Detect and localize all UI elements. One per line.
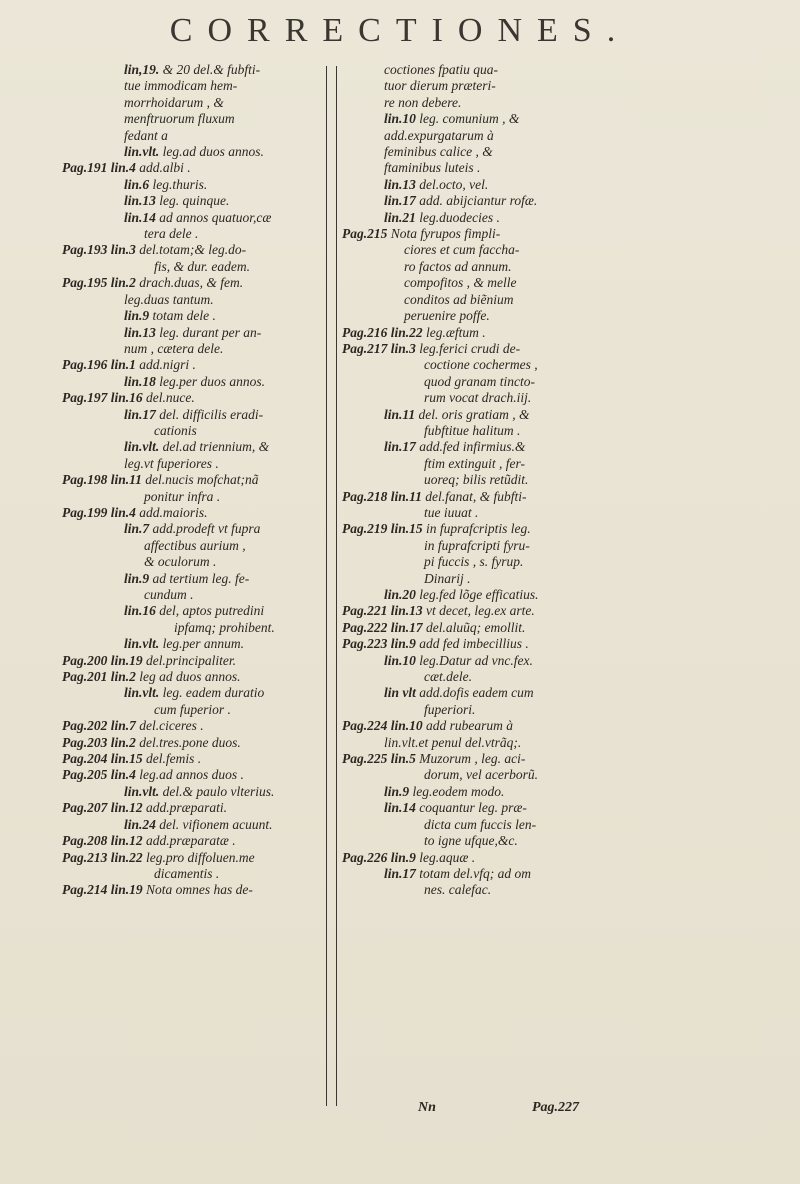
page-line-reference: Pag.223 lin.9 <box>342 636 416 652</box>
correction-line <box>62 669 324 685</box>
correction-line <box>62 177 324 193</box>
correction-line <box>62 341 324 357</box>
correction-line <box>342 669 642 685</box>
correction-line <box>62 505 324 521</box>
correction-text: vt decet, leg.ex arte. <box>426 603 535 619</box>
page-line-reference: lin.9 <box>124 308 150 324</box>
page-line-reference: lin.vlt. <box>124 144 160 160</box>
page-line-reference: Pag.196 lin.1 <box>62 357 136 373</box>
correction-text: del. difficilis eradi- <box>159 406 264 422</box>
correction-line <box>342 718 642 734</box>
correction-line <box>342 242 642 258</box>
correction-line <box>62 275 324 291</box>
correction-line <box>62 62 324 78</box>
correction-line <box>342 653 642 669</box>
correction-line <box>62 767 324 783</box>
correction-line <box>342 308 642 324</box>
correction-line <box>342 538 642 554</box>
correction-line <box>62 226 324 242</box>
correction-line <box>342 292 642 308</box>
page-line-reference: lin.21 <box>384 209 416 225</box>
correction-line <box>62 357 324 373</box>
correction-line <box>62 554 324 570</box>
correction-text: add.prodeft vt fupra <box>152 521 261 537</box>
correction-line <box>342 571 642 587</box>
correction-line <box>62 653 324 669</box>
page-line-reference: lin.14 <box>124 209 156 225</box>
correction-line <box>342 587 642 603</box>
correction-line <box>62 111 324 127</box>
correction-text: del.principaliter. <box>146 652 237 668</box>
correction-text: tuor dierum præteri- <box>384 78 496 94</box>
correction-text: add rubearum à <box>426 718 514 734</box>
correction-text: del.nuce. <box>146 390 195 406</box>
correction-text: leg.aquæ . <box>419 849 476 865</box>
correction-text: leg.vt fuperiores . <box>124 455 219 471</box>
correction-text: feminibus calice , & <box>384 144 493 160</box>
correction-line <box>342 833 642 849</box>
correction-text: num , cætera dele. <box>124 340 224 356</box>
correction-line <box>342 800 642 816</box>
correction-text: Nota omnes has de- <box>146 882 253 898</box>
correction-line <box>62 685 324 701</box>
correction-line <box>62 390 324 406</box>
correction-line <box>342 177 642 193</box>
correction-text: add fed imbecillius . <box>419 636 529 652</box>
correction-text: leg ad duos annos. <box>139 669 241 685</box>
correction-line <box>62 308 324 324</box>
right-column <box>342 62 642 899</box>
correction-line <box>62 784 324 800</box>
correction-text: del.aluũq; emollit. <box>426 619 526 635</box>
correction-text: fedant a <box>124 127 168 143</box>
correction-line <box>342 275 642 291</box>
correction-line <box>342 95 642 111</box>
correction-line <box>342 423 642 439</box>
correction-text: add.fed infirmius.& <box>419 439 526 455</box>
correction-text: totam dele . <box>152 308 216 324</box>
correction-line <box>62 456 324 472</box>
correction-line <box>62 439 324 455</box>
page-line-reference: lin.6 <box>124 176 150 192</box>
correction-text: quod granam tincto- <box>424 373 535 389</box>
correction-text: coquantur leg. præ- <box>419 800 527 816</box>
page-line-reference: lin.14 <box>384 800 416 816</box>
page-line-reference: Pag.214 lin.19 <box>62 882 143 898</box>
page-line-reference: lin.13 <box>124 324 156 340</box>
correction-text: conditos ad biẽnium <box>404 291 514 307</box>
correction-text: rum vocat drach.iij. <box>424 390 532 406</box>
correction-line <box>342 374 642 390</box>
correction-text: leg.ad duos annos. <box>162 144 264 160</box>
correction-text: leg.fed lõge efficatius. <box>419 587 539 602</box>
correction-text: totam del.vfq; ad om <box>419 865 531 881</box>
correction-line <box>62 128 324 144</box>
correction-line <box>62 292 324 308</box>
correction-line <box>342 226 642 242</box>
correction-line <box>62 587 324 603</box>
correction-text: ftaminibus luteis . <box>384 160 481 176</box>
correction-text: affectibus aurium , <box>144 537 246 553</box>
correction-text: cationis <box>154 422 197 438</box>
correction-text: ipfamq; prohibent. <box>174 619 275 635</box>
page-line-reference: lin.16 <box>124 603 156 619</box>
page-line-reference: lin.24 <box>124 816 156 832</box>
correction-text: add.præparatæ . <box>146 833 236 849</box>
correction-line <box>342 390 642 406</box>
correction-text: dorum, vel acerborũ. <box>424 767 538 783</box>
correction-text: in fuprafcripti fyru- <box>424 537 530 553</box>
page-line-reference: lin.20 <box>384 587 416 602</box>
correction-line <box>342 111 642 127</box>
correction-text: ciores et cum faccha- <box>404 242 520 258</box>
correction-line <box>342 866 642 882</box>
left-column-rule <box>326 66 327 1106</box>
correction-text: leg.thuris. <box>152 176 208 192</box>
correction-text: coctione cochermes , <box>424 357 538 373</box>
correction-line <box>62 571 324 587</box>
correction-text: add. abijciantur rofæ. <box>419 193 538 209</box>
page-line-reference: Pag.200 lin.19 <box>62 652 143 668</box>
correction-line <box>342 439 642 455</box>
correction-line <box>62 489 324 505</box>
correction-text: leg.ferici crudi de- <box>419 340 521 356</box>
correction-text: del.tres.pone duos. <box>139 734 241 750</box>
correction-line <box>342 685 642 701</box>
correction-line <box>342 554 642 570</box>
correction-line <box>62 193 324 209</box>
correction-text: add.nigri . <box>139 357 196 373</box>
correction-text: fis, & dur. eadem. <box>154 258 250 274</box>
correction-line <box>62 521 324 537</box>
page-line-reference: Pag.217 lin.3 <box>342 340 416 356</box>
correction-line <box>342 620 642 636</box>
correction-text: del, aptos putredini <box>159 603 265 619</box>
page-line-reference: Pag.219 lin.15 <box>342 521 423 537</box>
correction-line <box>342 817 642 833</box>
page-line-reference: Pag.221 lin.13 <box>342 603 423 619</box>
correction-line <box>62 95 324 111</box>
correction-line <box>62 325 324 341</box>
correction-line <box>342 456 642 472</box>
correction-text: add.dofis eadem cum <box>419 685 534 701</box>
correction-text: Nota fyrupos fimpli- <box>390 226 501 242</box>
page-line-reference: lin.13 <box>384 176 416 192</box>
page-line-reference: Pag.195 lin.2 <box>62 275 136 291</box>
correction-text: ponitur infra . <box>144 488 221 504</box>
correction-line <box>342 62 642 78</box>
correction-text: fuperiori. <box>424 701 476 717</box>
page-line-reference: lin.vlt. <box>124 685 160 701</box>
correction-line <box>342 735 642 751</box>
correction-text: tue immodicam hem- <box>124 78 238 94</box>
correction-text: & oculorum . <box>144 554 217 570</box>
correction-text: add.præparati. <box>146 800 228 816</box>
correction-line <box>342 882 642 898</box>
correction-text: del.fanat, & fubfti- <box>425 488 527 504</box>
correction-line <box>342 357 642 373</box>
correction-line <box>62 850 324 866</box>
correction-text: tue iuuat . <box>424 504 479 520</box>
correction-text: leg.Datur ad vnc.fex. <box>419 652 533 668</box>
correction-line <box>62 259 324 275</box>
correction-line <box>342 784 642 800</box>
page-line-reference: lin.vlt. <box>124 783 160 799</box>
correction-line <box>62 144 324 160</box>
correction-line <box>342 193 642 209</box>
correction-text: add.expurgatarum à <box>384 127 494 143</box>
correction-text: leg.æftum . <box>426 324 486 340</box>
page-line-reference: Pag.224 lin.10 <box>342 718 423 734</box>
correction-text: leg.duas tantum. <box>124 291 214 307</box>
correction-text: fubftitue halitum . <box>424 422 521 438</box>
page-line-reference: Pag.199 lin.4 <box>62 504 136 520</box>
page-line-reference: Pag.213 lin.22 <box>62 849 143 865</box>
correction-line <box>62 817 324 833</box>
correction-line <box>62 538 324 554</box>
correction-line <box>62 472 324 488</box>
correction-text: ftim extinguit , fer- <box>424 455 525 471</box>
page-line-reference: lin vlt <box>384 685 416 701</box>
page-line-reference: Pag.225 lin.5 <box>342 751 416 767</box>
correction-line <box>342 259 642 275</box>
correction-line <box>62 800 324 816</box>
correction-text: to igne ufque,&c. <box>424 833 518 849</box>
correction-text: nes. calefac. <box>424 882 492 898</box>
page-line-reference: lin.17 <box>384 865 416 881</box>
correction-line <box>342 702 642 718</box>
correction-line <box>62 210 324 226</box>
correction-line <box>342 341 642 357</box>
page-line-reference: Pag.216 lin.22 <box>342 324 423 340</box>
page-line-reference: lin.10 <box>384 111 416 127</box>
correction-text: menftruorum fluxum <box>124 111 235 127</box>
correction-line <box>62 620 324 636</box>
correction-line <box>62 751 324 767</box>
page-line-reference: lin.17 <box>384 193 416 209</box>
correction-text: leg. durant per an- <box>159 324 262 340</box>
correction-text: ad annos quatuor,cæ <box>159 209 272 225</box>
correction-line <box>62 78 324 94</box>
correction-line <box>342 521 642 537</box>
correction-text: add.maioris. <box>139 504 208 520</box>
correction-line <box>342 767 642 783</box>
correction-text: leg.ad annos duos . <box>139 767 244 783</box>
left-column <box>62 62 324 899</box>
page-line-reference: Pag.197 lin.16 <box>62 390 143 406</box>
page-line-reference: Pag.193 lin.3 <box>62 242 136 258</box>
correction-text: & 20 del.& fubfti- <box>162 62 261 77</box>
correction-line <box>342 850 642 866</box>
correction-text: peruenire poffe. <box>404 308 490 324</box>
correction-line <box>342 636 642 652</box>
page-line-reference: lin.vlt. <box>124 636 160 652</box>
correction-line <box>62 718 324 734</box>
correction-line <box>62 702 324 718</box>
correction-line <box>342 325 642 341</box>
page-line-reference: lin.10 <box>384 652 416 668</box>
correction-text: lin.vlt.et penul del.vtrãq;. <box>384 734 522 750</box>
page-line-reference: Pag.198 lin.11 <box>62 472 142 488</box>
page-line-reference: lin.18 <box>124 373 156 389</box>
correction-text: dicta cum fuccis len- <box>424 816 537 832</box>
page-line-reference: Pag.201 lin.2 <box>62 669 136 685</box>
correction-text: leg.per duos annos. <box>159 373 266 389</box>
correction-line <box>62 735 324 751</box>
correction-text: cum fuperior . <box>154 701 231 717</box>
correction-line <box>342 160 642 176</box>
correction-text: leg. comunium , & <box>419 111 520 127</box>
page-line-reference: lin.7 <box>124 521 150 537</box>
page-line-reference: Pag.215 <box>342 226 388 242</box>
correction-line <box>62 636 324 652</box>
catchword: Nn <box>418 1100 436 1115</box>
correction-text: Dinarij . <box>424 570 471 586</box>
page-title: CORRECTIONES. <box>169 12 631 49</box>
correction-text: del.femis . <box>146 751 202 767</box>
correction-line <box>342 603 642 619</box>
page-line-reference: Pag.191 lin.4 <box>62 160 136 176</box>
correction-line <box>342 489 642 505</box>
correction-line <box>62 603 324 619</box>
correction-text: leg. quinque. <box>159 193 230 209</box>
correction-text: leg.eodem modo. <box>412 783 505 799</box>
correction-text: cundum . <box>144 587 194 602</box>
correction-text: ro factos ad annum. <box>404 258 512 274</box>
correction-text: cæt.dele. <box>424 669 472 685</box>
page-line-reference: Pag.204 lin.15 <box>62 751 143 767</box>
correction-text: morrhoidarum , & <box>124 94 224 110</box>
correction-text: drach.duas, & fem. <box>139 275 244 291</box>
correction-text: compofitos , & melle <box>404 275 517 291</box>
page-line-reference: Pag.222 lin.17 <box>342 619 423 635</box>
correction-line <box>342 472 642 488</box>
correction-line <box>62 866 324 882</box>
page-line-reference: Pag.203 lin.2 <box>62 734 136 750</box>
correction-text: uoreq; bilis retũdit. <box>424 472 529 488</box>
page-line-reference: lin.11 <box>384 406 416 422</box>
correction-line <box>62 160 324 176</box>
correction-line <box>342 144 642 160</box>
correction-line <box>62 833 324 849</box>
page-line-reference: lin.9 <box>384 783 410 799</box>
correction-text: ad tertium leg. fe- <box>152 570 250 586</box>
correction-line <box>62 423 324 439</box>
correction-text: pi fuccis , s. fyrup. <box>424 554 524 570</box>
page-line-reference: Pag.207 lin.12 <box>62 800 143 816</box>
correction-text: coctiones fpatiu qua- <box>384 62 498 77</box>
page-line-reference: Pag.202 lin.7 <box>62 718 136 734</box>
page-line-reference: Pag.218 lin.11 <box>342 488 422 504</box>
correction-text: del.ad triennium, & <box>162 439 270 455</box>
page-line-reference: lin.vlt. <box>124 439 160 455</box>
correction-text: dicamentis . <box>154 865 220 881</box>
page-line-reference: lin.9 <box>124 570 150 586</box>
correction-text: del. vifionem acuunt. <box>159 816 273 832</box>
correction-line <box>342 78 642 94</box>
correction-text: leg. eadem duratio <box>162 685 265 701</box>
correction-text: add.albi . <box>139 160 191 176</box>
correction-line <box>62 407 324 423</box>
correction-text: tera dele . <box>144 226 199 242</box>
correction-line <box>62 242 324 258</box>
correction-line <box>62 882 324 898</box>
correction-text: del.ciceres . <box>139 718 204 734</box>
correction-text: in fuprafcriptis leg. <box>426 521 531 537</box>
correction-line <box>342 407 642 423</box>
correction-text: del.nucis mofchat;nã <box>145 472 259 488</box>
correction-text: leg.per annum. <box>162 636 245 652</box>
correction-text: del.octo, vel. <box>419 176 489 192</box>
correction-line <box>342 505 642 521</box>
correction-line <box>62 374 324 390</box>
page-line-reference: Pag.205 lin.4 <box>62 767 136 783</box>
page-line-reference: lin.13 <box>124 193 156 209</box>
correction-line <box>342 210 642 226</box>
page-line-reference: Pag.208 lin.12 <box>62 833 143 849</box>
correction-line <box>342 751 642 767</box>
correction-text: Muzorum , leg. aci- <box>419 751 526 767</box>
correction-text: del. oris gratiam , & <box>418 406 530 422</box>
page-line-reference: lin.17 <box>124 406 156 422</box>
correction-text: leg.pro diffoluen.me <box>146 849 255 865</box>
right-column-rule <box>336 66 337 1106</box>
page-line-reference: Pag.226 lin.9 <box>342 849 416 865</box>
correction-text: del.totam;& leg.do- <box>139 242 247 258</box>
correction-text: re non debere. <box>384 94 462 110</box>
correction-text: leg.duodecies . <box>419 209 500 225</box>
next-page-label: Pag.227 <box>532 1100 580 1115</box>
page-line-reference: lin,19. <box>124 62 160 77</box>
correction-line <box>342 128 642 144</box>
page-line-reference: lin.17 <box>384 439 416 455</box>
correction-text: del.& paulo vlterius. <box>162 783 275 799</box>
